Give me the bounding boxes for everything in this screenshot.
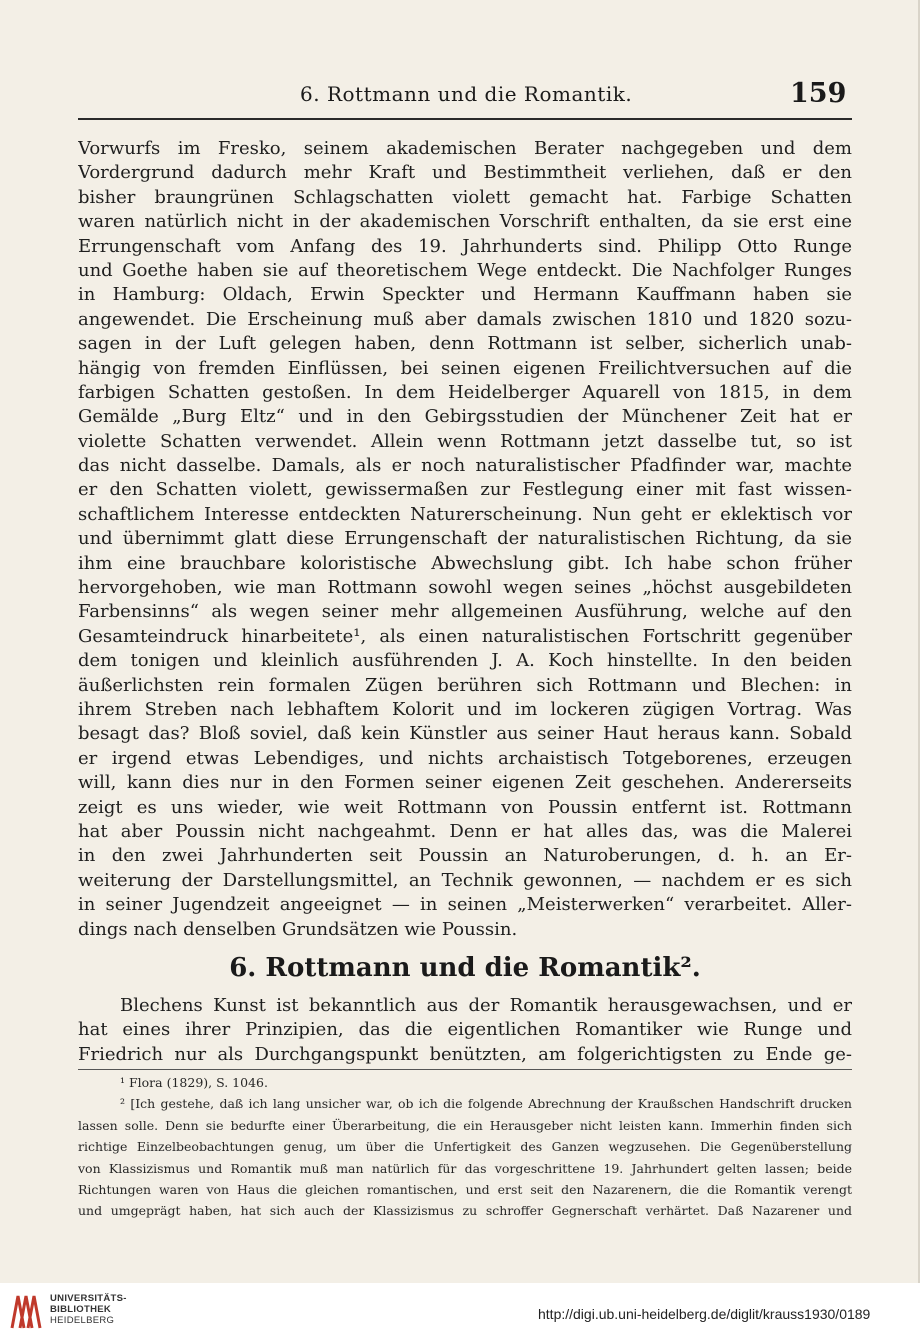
page-number: 159: [790, 78, 847, 109]
source-url-link[interactable]: http://digi.ub.uni-heidelberg.de/diglit/krauss1930/0189: [538, 1306, 871, 1322]
text-line: besagt das? Bloß soviel, daß kein Künstler aus seiner Haut heraus kann. Sobald: [78, 723, 852, 745]
text-line: ihm eine brauchbare koloristische Abwechslung gibt. Ich habe schon früher: [78, 552, 852, 574]
text-line: bisher braungrünen Schlagschatten violett gemacht hat. Farbige Schatten: [78, 186, 852, 208]
running-head: [0, 78, 918, 118]
text-line: hat eines ihrer Prinzipien, das die eigentlichen Romantiker wie Runge und: [78, 1019, 852, 1041]
institution-line: BIBLIOTHEK: [50, 1304, 112, 1315]
text-line: violette Schatten verwendet. Allein wenn Rottmann jetzt dasselbe tut, so ist: [78, 430, 852, 452]
footnote-rule: [78, 1069, 852, 1070]
running-title: 6. Rottmann und die Romantik.: [300, 82, 633, 106]
footnote-1: ¹ Flora (1829), S. 1046.: [120, 1075, 268, 1090]
library-logo-icon: [8, 1292, 42, 1332]
text-line: Friedrich nur als Durchgangspunkt benützten, am folgerichtigsten zu Ende ge-: [78, 1043, 852, 1065]
text-line: hängig von fremden Einflüssen, bei seinen eigenen Freilichtversuchen auf die: [78, 357, 852, 379]
text-line: ihrem Streben nach lebhaftem Kolorit und im lockeren zügigen Vortrag. Was: [78, 698, 852, 720]
footnote-2-line: lassen solle. Denn sie bedurfte einer Überarbeitung, die ein Herausgeber nicht leisten kann. Immerhin finden sich: [78, 1117, 852, 1133]
footnote-2-line: und umgeprägt haben, hat sich auch der Klassizismus zu schroffer Gegnerschaft verhärtet. Daß Nazarener und: [78, 1203, 852, 1219]
text-line: Vordergrund dadurch mehr Kraft und Bestimmtheit verliehen, daß er den: [78, 162, 852, 184]
text-line: Blechens Kunst ist bekanntlich aus der Romantik herausgewachsen, und er: [120, 995, 852, 1016]
text-line: in seiner Jugendzeit angeeignet — in seinen „Meisterwerken“ verarbeitet. Aller-: [78, 894, 852, 916]
footnote-2-line: richtige Einzelbeobachtungen genug, um über die Unfertigkeit des Ganzen wegzusehen. Die Gegenüberstellung: [78, 1139, 852, 1155]
text-line: Gesamteindruck hinarbeitete¹, als einen naturalistischen Fortschritt gegenüber: [78, 625, 852, 647]
text-line: er irgend etwas Lebendiges, und nichts archaistisch Totgeborenes, erzeugen: [78, 747, 852, 769]
header-rule: [78, 118, 852, 120]
text-line: Errungenschaft vom Anfang des 19. Jahrhunderts sind. Philipp Otto Runge: [78, 235, 852, 257]
footnote-2-line: von Klassizismus und Romantik muß man natürlich für das vorgeschrittene 19. Jahrhundert gelten lassen; beide: [78, 1160, 852, 1176]
text-line: hervorgehoben, wie man Rottmann sowohl wegen seines „höchst ausgebildeten: [78, 577, 852, 599]
text-line: farbigen Schatten gestoßen. In dem Heidelberger Aquarell von 1815, in dem: [78, 381, 852, 403]
text-line: äußerlichsten rein formalen Zügen berühren sich Rottmann und Blechen: in: [78, 674, 852, 696]
text-line: hat aber Poussin nicht nachgeahmt. Denn er hat alles das, was die Malerei: [78, 820, 852, 842]
text-line: will, kann dies nur in den Formen seiner eigenen Zeit geschehen. Andererseits: [78, 772, 852, 794]
section-paragraph: [78, 994, 852, 1067]
body-paragraph: [78, 137, 852, 942]
text-line: dings nach denselben Grundsätzen wie Poussin.: [78, 918, 518, 940]
institution-line: HEIDELBERG: [50, 1315, 115, 1326]
institution-name: [50, 1293, 160, 1326]
text-line: das nicht dasselbe. Damals, als er noch naturalistischer Pfadfinder war, machte: [78, 455, 852, 477]
text-line: Farbensinns“ als wegen seiner mehr allgemeinen Ausführung, welche auf den: [78, 601, 852, 623]
text-line: und übernimmt glatt diese Errungenschaft der naturalistischen Richtung, da sie: [78, 528, 852, 550]
text-line: schaftlichem Interesse entdeckten Naturerscheinung. Nun geht er eklektisch vor: [78, 503, 852, 525]
text-line: sagen in der Luft gelegen haben, denn Rottmann ist selber, sicherlich unab-: [78, 333, 852, 355]
text-line: dem tonigen und kleinlich ausführenden J. A. Koch hinstellte. In den beiden: [78, 650, 852, 672]
text-line: Gemälde „Burg Eltz“ und in den Gebirgsstudien der Münchener Zeit hat er: [78, 406, 852, 428]
text-line: in den zwei Jahrhunderten seit Poussin an Naturoberungen, d. h. an Er-: [78, 845, 852, 867]
text-line: und Goethe haben sie auf theoretischem Wege entdeckt. Die Nachfolger Runges: [78, 259, 852, 281]
institution-line: UNIVERSITÄTS-: [50, 1293, 127, 1304]
text-line: angewendet. Die Erscheinung muß aber damals zwischen 1810 und 1820 sozu-: [78, 308, 852, 330]
text-line: waren natürlich nicht in der akademischen Vorschrift enthalten, da sie erst eine: [78, 211, 852, 233]
footnote-2-line: Richtungen waren von Haus die gleichen romantischen, und erst seit den Nazarenern, die die Romantik verengt: [78, 1181, 852, 1197]
section-heading: 6. Rottmann und die Romantik².: [229, 953, 701, 983]
text-line: Vorwurfs im Fresko, seinem akademischen Berater nachgegeben und dem: [78, 138, 852, 159]
text-line: er den Schatten violett, gewissermaßen zur Festlegung einer mit fast wissen-: [78, 479, 852, 501]
text-line: weiterung der Darstellungsmittel, an Technik gewonnen, — nachdem er es sich: [78, 869, 852, 891]
footnotes: [78, 1072, 852, 1222]
footnote-2-line: ² [Ich gestehe, daß ich lang unsicher war, ob ich die folgende Abrechnung der Kraußschen Handschrift drucken: [120, 1096, 852, 1112]
text-line: in Hamburg: Oldach, Erwin Speckter und Hermann Kauffmann haben sie: [78, 284, 852, 306]
text-line: zeigt es uns wieder, wie weit Rottmann von Poussin entfernt ist. Rottmann: [78, 796, 852, 818]
